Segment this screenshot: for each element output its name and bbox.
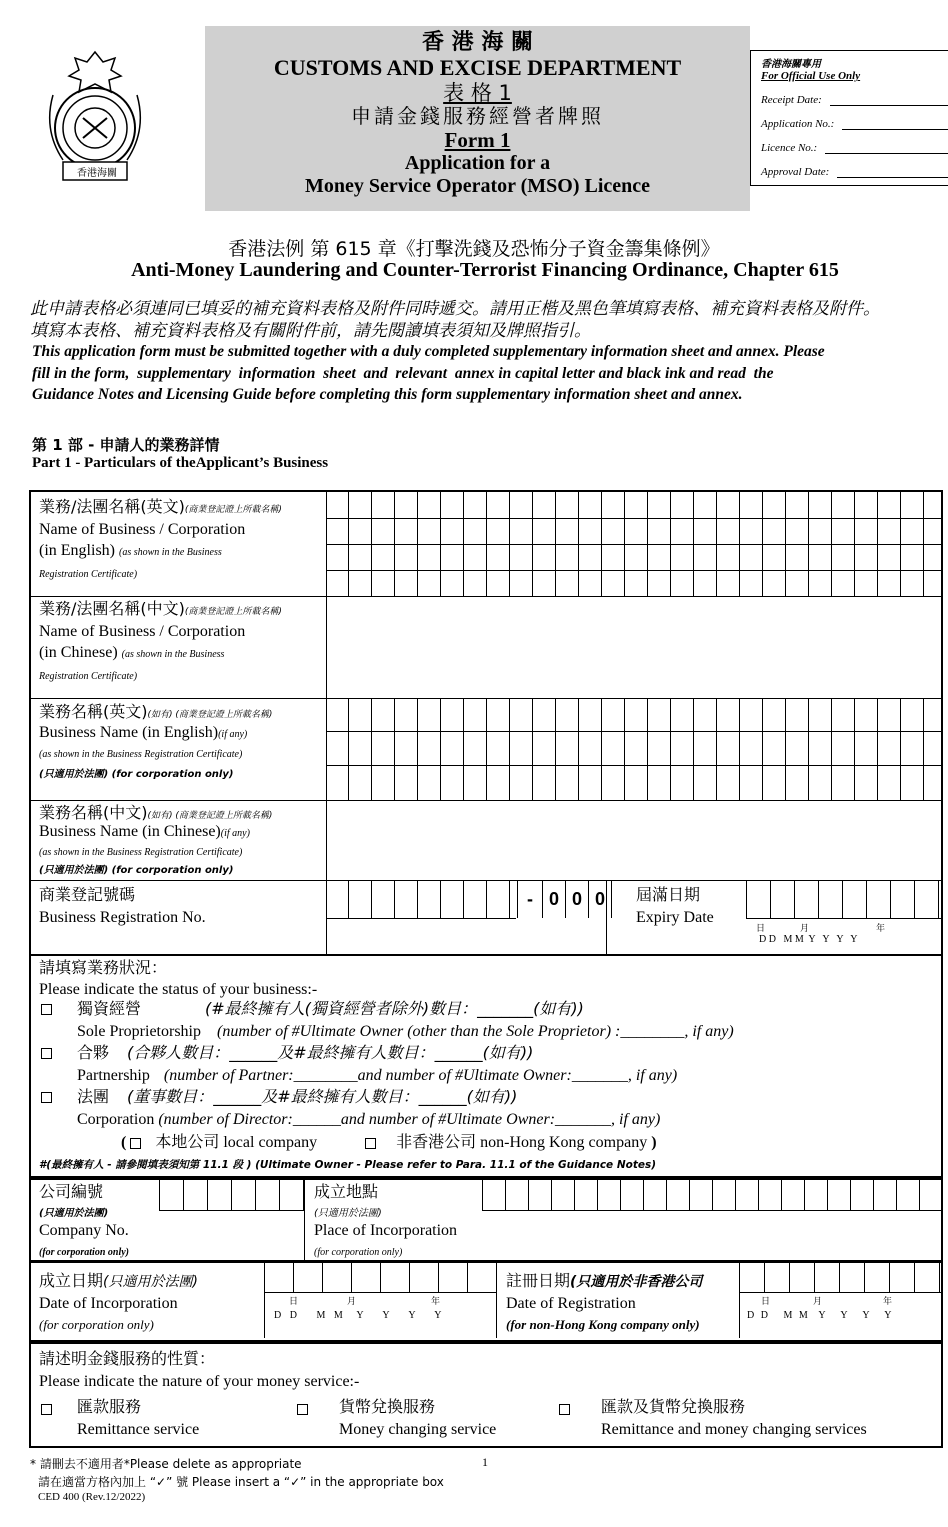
brn-grid[interactable] bbox=[326, 880, 516, 919]
non-hk-company-checkbox[interactable] bbox=[365, 1138, 376, 1149]
local-company-checkbox[interactable] bbox=[130, 1138, 141, 1149]
status-prompt-en: Please indicate the status of your business:- bbox=[39, 980, 318, 998]
incorporation-date-grid[interactable] bbox=[264, 1262, 496, 1293]
name-zh-label: 業務/法團名稱(中文)(商業登記證上所載名稱) Name of Business / Corporation (in Chinese) (as shown in the Business Registration Certificate) bbox=[39, 599, 282, 682]
logo-caption: 香港海關 bbox=[77, 168, 117, 179]
form-title-zh: 申請金錢服務經營者牌照 bbox=[351, 103, 604, 128]
bname-zh-input[interactable] bbox=[327, 801, 941, 879]
registration-date-letters: D D M M Y Y Y Y bbox=[747, 1310, 894, 1321]
official-use-box bbox=[750, 50, 948, 186]
name-en-label: 業務/法團名稱(英文)(商業登記證上所載名稱) Name of Business / Corporation (in English) (as shown in the Business Registration Certificate) bbox=[39, 497, 282, 580]
name-en-grid[interactable] bbox=[326, 492, 941, 596]
ultimate-owner-footnote: #(最終擁有人 - 請參閱填表須知第 11.1 段 ) (Ultimate Owner - Please refer to Para. 11.1 of the Guidance Notes) bbox=[39, 1159, 657, 1171]
instructions-en-3: Guidance Notes and Licensing Guide before completing this form supplementary information sheet and annex. bbox=[32, 386, 743, 403]
customs-logo bbox=[33, 50, 158, 185]
ordinance-zh: 香港法例 第 615 章《打擊洗錢及恐怖分子資金籌集條例》 bbox=[228, 238, 720, 260]
form-title-en-1: Application for a bbox=[404, 151, 551, 174]
expiry-label: 屆滿日期 Expiry Date bbox=[636, 885, 714, 926]
official-use-title-zh: 香港海關專用 bbox=[761, 59, 821, 70]
bname-zh-label: 業務名稱(中文)(如有) (商業登記證上所載名稱) Business Name (in Chinese)(if any) (as shown in the Business Registration Certificate) (只適用於法團) (for corporation only) bbox=[39, 803, 273, 877]
incorporation-date-format: 日 月 年 bbox=[289, 1297, 441, 1307]
instructions-en-2: fill in the form, supplementary information sheet and relevant annex in capital letter and black ink and read the bbox=[32, 365, 774, 382]
partnership-checkbox[interactable] bbox=[41, 1048, 52, 1059]
part1-title-en: Part 1 - Particulars of theApplicant’s Business bbox=[32, 455, 329, 471]
expiry-date-grid[interactable] bbox=[746, 880, 941, 919]
remittance-and-money-changing-checkbox[interactable] bbox=[559, 1404, 570, 1415]
dept-name-zh: 香 港 海 關 bbox=[422, 30, 533, 55]
sole-proprietorship-checkbox[interactable] bbox=[41, 1004, 52, 1015]
expiry-date-format: 日 月 年 bbox=[756, 924, 886, 934]
application-no-field[interactable]: Application No.: bbox=[761, 106, 948, 130]
incorporation-date-letters: D D M M Y Y Y Y bbox=[274, 1310, 445, 1321]
footer-note-tick: 請在適當方格內加上 “✓” 號 Please insert a “✓” in the appropriate box bbox=[38, 1475, 444, 1489]
business-status-section: 請填寫業務狀況： Please indicate the status of your business:- 獨資經營 (#最終擁有人(獨資經營者除外)數目：_______(如有)) Sole Proprietorship (number of #Ultimate Owner (other than the Sole Proprietor) :________, if any) 合夥 (合夥人數目：______及#最終擁有人數目：______(如有)) Partnership (number of Partner:________and number of #Ultimate Owner:_______, if any) 法團 (董事數目：______及#最終擁有人數目：______(如有)) Corporation (number of Director:______and number of #Ultimate Owner:_______, if any) ( 本地公司 local company 非香港公司 non-Hong Kong company ) #(最終擁有人 - 請參閱填表須知第 11.1 段 ) (Ultimate Owner - Please refer to Para. 11.1 of the Guidance Notes) bbox=[29, 956, 943, 1178]
part1-title-zh: 第 1 部 - 申請人的業務詳情 bbox=[32, 436, 220, 454]
business-names-section bbox=[29, 490, 943, 956]
dates-section: 成立日期(只適用於法團) Date of Incorporation (for corporation only) 日 月 年 D D M M Y Y Y Y 註冊日期(只適用於非香港公司 Date of Registration (for non-Hong Kong company only) 日 月 年 D D M M Y Y Y Y bbox=[29, 1262, 943, 1342]
header-title-box bbox=[205, 26, 750, 211]
instructions-zh-2: 填寫本表格、補充資料表格及有關附件前，請先閱讀填表須知及牌照指引。 bbox=[30, 321, 591, 341]
licence-no-field[interactable]: Licence No.: bbox=[761, 130, 948, 154]
instructions-en-1: This application form must be submitted together with a duly completed supplementary information sheet and annex. Please bbox=[32, 343, 825, 360]
corporation-checkbox[interactable] bbox=[41, 1092, 52, 1103]
instructions-zh-1: 此申請表格必須連同已填妥的補充資料表格及附件同時遞交。請用正楷及黑色筆填寫表格、補充資料表格及附件。 bbox=[30, 299, 880, 319]
status-prompt-zh: 請填寫業務狀況： bbox=[39, 958, 168, 977]
company-info-section: 公司編號 (只適用於法團) Company No. (for corporation only) 成立地點 (只適用於法團) Place of Incorporation (for corporation only) bbox=[29, 1178, 943, 1262]
company-no-grid[interactable] bbox=[159, 1180, 304, 1211]
form-code: CED 400 (Rev.12/2022) bbox=[38, 1491, 146, 1503]
money-changing-checkbox[interactable] bbox=[297, 1404, 308, 1415]
form-number-en: Form 1 bbox=[444, 127, 511, 152]
money-service-section: 請述明金錢服務的性質： Please indicate the nature of your money service:- 匯款服務 Remittance service 貨幣兌換服務 Money changing service 匯款及貨幣兌換服務 Remittance and money changing services bbox=[29, 1342, 943, 1448]
form-title-en-2: Money Service Operator (MSO) Licence bbox=[304, 174, 651, 197]
name-zh-input[interactable] bbox=[327, 597, 941, 697]
footer-note-delete: * 請刪去不適用者*Please delete as appropriate bbox=[30, 1457, 302, 1471]
official-use-title-en: For Official Use Only bbox=[761, 70, 861, 82]
registration-date-format: 日 月 年 bbox=[761, 1297, 893, 1307]
form-number-zh: 表 格 1 bbox=[443, 80, 512, 105]
page-number: 1 bbox=[482, 1455, 488, 1469]
remittance-checkbox[interactable] bbox=[41, 1404, 52, 1415]
bname-en-label: 業務名稱(英文)(如有) (商業登記證上所載名稱) Business Name (in English)(if any) (as shown in the Business Registration Certificate) (只適用於法團) (for corporation only) bbox=[39, 702, 273, 780]
expiry-date-letters: D D M M Y Y Y Y bbox=[759, 934, 858, 945]
brn-label: 商業登記號碼 Business Registration No. bbox=[39, 885, 206, 926]
approval-date-field[interactable]: Approval Date: bbox=[761, 154, 948, 178]
registration-date-grid[interactable] bbox=[739, 1262, 941, 1293]
bname-en-grid[interactable] bbox=[326, 698, 941, 800]
brn-suffix: - 0 0 0 bbox=[517, 880, 612, 918]
ordinance-en: Anti-Money Laundering and Counter-Terrorist Financing Ordinance, Chapter 615 bbox=[131, 259, 839, 281]
receipt-date-field[interactable]: Receipt Date: bbox=[761, 82, 948, 106]
place-of-incorporation-grid[interactable] bbox=[482, 1180, 941, 1211]
dept-name-en: CUSTOMS AND EXCISE DEPARTMENT bbox=[273, 55, 682, 81]
